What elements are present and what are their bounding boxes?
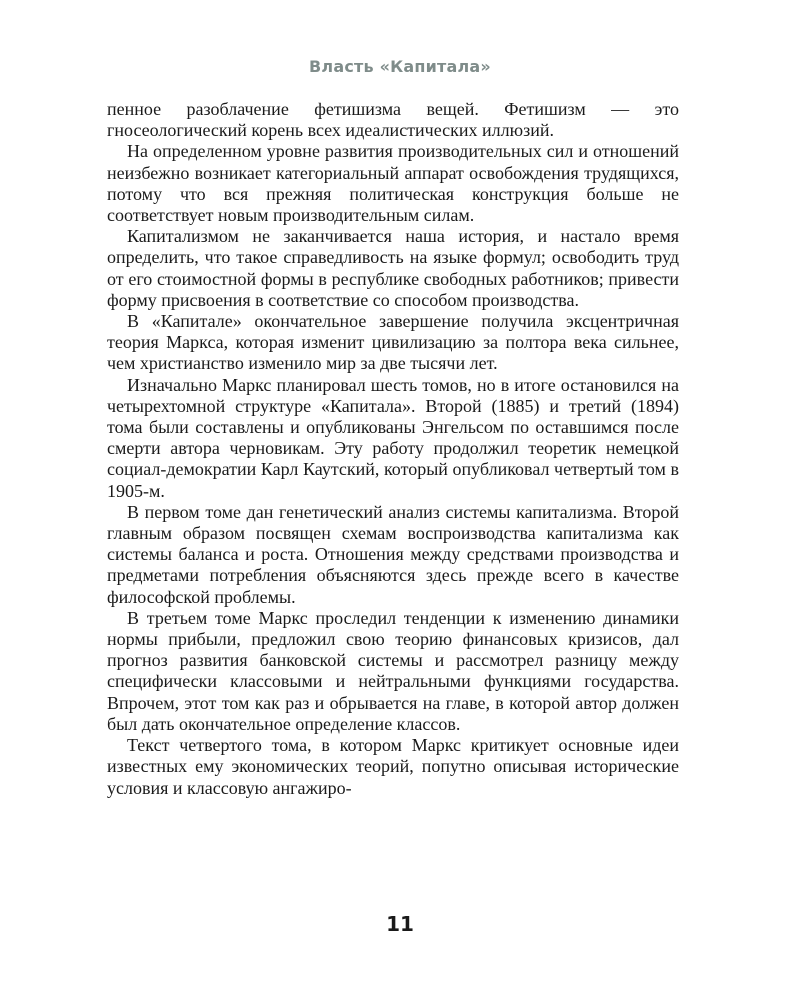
paragraph-7: В третьем томе Маркс проследил тенденции к изменению динамики нормы прибыли, предложил свою теорию финансовых кризисов, дал прогноз развития банковской системы и рассмотрел разницу между специфически классовыми и нейтральными функциями государства. Впрочем, этот том как раз и обрывается на главе, в которой автор должен был дать окончательное определение классов.	[107, 607, 679, 734]
running-header: Власть «Капитала»	[309, 57, 491, 76]
paragraph-8: Текст четвертого тома, в котором Маркс критикует основные идеи известных ему экономических теорий, попутно описывая исторические условия и классовую ангажиро-	[107, 735, 679, 798]
page-number: 11	[386, 912, 414, 936]
body-text	[107, 99, 679, 799]
paragraph-2: На определенном уровне развития производительных сил и отношений неизбежно возникает категориальный аппарат освобождения трудящихся, потому что вся прежняя политическая конструкция больше не соответствует новым производительным силам.	[107, 141, 679, 226]
paragraph-3: Капитализмом не заканчивается наша история, и настало время определить, что такое справедливость на языке формул; освободить труд от его стоимостной формы в республике свободных работников; привести форму присвоения в соответствие со способом производства.	[107, 226, 679, 310]
paragraph-6: В первом томе дан генетический анализ системы капитализма. Второй главным образом посвящен схемам воспроизводства капитализма как системы баланса и роста. Отношения между средствами производства и предметами потребления объясняются здесь прежде всего в качестве философской проблемы.	[107, 501, 679, 607]
paragraph-5: Изначально Маркс планировал шесть томов, но в итоге остановился на четырехтомной структуре «Капитала». Второй (1885) и третий (1894) тома были составлены и опубликованы Энгельсом по оставшимся после смерти автора черновикам. Эту работу продолжил теоретик немецкой социал-демократии Карл Каутский, который опубликовал четвертый том в 1905-м.	[107, 374, 679, 501]
paragraph-1: пенное разоблачение фетишизма вещей. Фетишизм — это гносеологический корень всех идеалистических иллюзий.	[107, 99, 679, 141]
paragraph-4: В «Капитале» окончательное завершение получила эксцентричная теория Маркса, которая изменит цивилизацию за полтора века сильнее, чем христианство изменило мир за две тысячи лет.	[107, 311, 679, 374]
